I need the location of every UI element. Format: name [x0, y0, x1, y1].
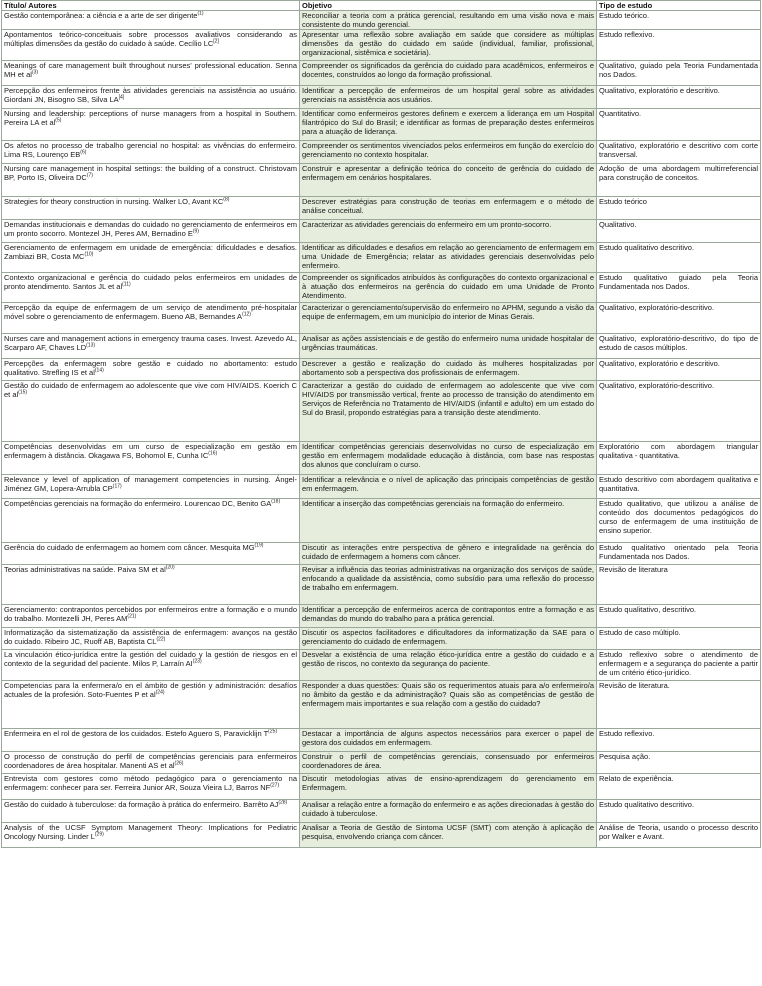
- reference-number: (8): [223, 196, 230, 203]
- cell-objective: Identificar a percepção de enfermeiros acerca de contrapontos entre a formação e as demandas do mundo do trabalho para a prática gerencial.: [300, 605, 597, 628]
- cell-objective: Compreender os significados atribuídos às configurações do contexto organizacional e à atuação dos enfermeiros na gerência do cuidado em uma Unidade de Pronto Atendimento.: [300, 273, 597, 303]
- table-row: [2, 752, 761, 774]
- title-text: Meanings of care management built throughout nurses' professional education. Senna MH et al: [4, 61, 297, 79]
- reference-number: (24): [155, 689, 165, 696]
- table-row: [2, 543, 761, 565]
- cell-objective: Construir o perfil de competências gerenciais, consensuado por enfermeiros coordenadores de área.: [300, 752, 597, 774]
- cell-title-authors: [2, 359, 300, 381]
- title-text: Nursing and leadership: perceptions of nurse managers from a hospital in Southern. Pereira LA et al: [4, 109, 297, 127]
- cell-title-authors: [2, 197, 300, 220]
- reference-number: (21): [127, 613, 137, 620]
- cell-study-type: Estudo qualitativo orientado pela Teoria Fundamentada nos Dados.: [597, 543, 761, 565]
- reference-number: [4]: [118, 94, 125, 101]
- reference-number: (27): [270, 782, 280, 789]
- table-row: [2, 61, 761, 86]
- title-text: Informatização da sistematização da assistência de enfermagem: avanços na gestão do cuidado. Ribeiro JC, Ruoff AB, Baptista CL: [4, 628, 297, 646]
- table-row: [2, 499, 761, 543]
- cell-objective: Revisar a influência das teorias administrativas na organização dos serviços de saúde, enfocando a qualidade da assistência, como subsídio para uma reflexão do processo de trabalho em enfermagem.: [300, 565, 597, 605]
- cell-objective: Analisar a Teoria de Gestão de Sintoma UCSF (SMT) com atenção à aplicação de pesquisa, envolvendo criança com câncer.: [300, 823, 597, 848]
- reference-number: (1): [197, 10, 204, 17]
- cell-title-authors: [2, 220, 300, 243]
- cell-title-authors: [2, 823, 300, 848]
- cell-study-type: Estudo reflexivo.: [597, 729, 761, 752]
- cell-objective: Caracterizar o gerenciamento/supervisão do enfermeiro no APHM, segundo a visão da equipe de enfermagem, em um município do interior de Minas Gerais.: [300, 303, 597, 334]
- cell-objective: Discutir as interações entre perspectiva de gênero e integralidade na gerência do cuidado de enfermagem a homens com câncer.: [300, 543, 597, 565]
- table-row: [2, 381, 761, 442]
- table-row: [2, 800, 761, 823]
- cell-objective: Identificar a percepção de enfermeiros de um hospital geral sobre as atividades gerenciais na assistência aos usuários.: [300, 86, 597, 109]
- reference-number: (26): [174, 760, 184, 767]
- cell-study-type: Exploratório com abordagem triangular qualitativa - quantitativa.: [597, 442, 761, 475]
- cell-title-authors: [2, 30, 300, 61]
- table-row: [2, 628, 761, 650]
- reference-number: (18): [271, 498, 281, 505]
- table-row: [2, 359, 761, 381]
- cell-objective: Discutir metodologias ativas de ensino-aprendizagem do gerenciamento em Enfermagem.: [300, 774, 597, 800]
- cell-title-authors: [2, 243, 300, 273]
- table-row: [2, 565, 761, 605]
- cell-objective: Responder a duas questões: Quais são os requerimentos atuais para a/o enfermeiro/a no âmbito da gestão e da administração? Quais são as competências de gestão de enfermagem mais importantes e sua relação com a gestão do cuidado?: [300, 681, 597, 729]
- cell-title-authors: [2, 628, 300, 650]
- cell-title-authors: [2, 605, 300, 628]
- cell-study-type: Análise de Teoria, usando o processo descrito por Walker e Avant.: [597, 823, 761, 848]
- reference-number: (5): [55, 117, 62, 124]
- cell-title-authors: [2, 543, 300, 565]
- reference-number: (28): [278, 799, 288, 806]
- reference-number: (25): [268, 728, 278, 735]
- table-row: [2, 86, 761, 109]
- reference-number: (7): [86, 172, 93, 179]
- cell-objective: Identificar a inserção das competências gerenciais na formação do enfermeiro.: [300, 499, 597, 543]
- cell-title-authors: [2, 774, 300, 800]
- header-objective: Objetivo: [300, 1, 597, 11]
- title-text: Competencias para la enfermera/o en el ámbito de gestión y administración: desafíos actuales de la profesión. Soto-Fuentes P et al: [4, 681, 297, 699]
- reference-number: (19): [254, 542, 264, 549]
- reference-number: (14): [94, 367, 104, 374]
- cell-title-authors: [2, 565, 300, 605]
- cell-study-type: Qualitativo, exploratório e descritivo.: [597, 86, 761, 109]
- reference-number: (29): [94, 831, 104, 838]
- cell-study-type: Estudo de caso múltiplo.: [597, 628, 761, 650]
- title-text: Contexto organizacional e gerência do cuidado pelos enfermeiros em unidades de pronto atendimento. Santos JL et al: [4, 273, 297, 291]
- table-row: [2, 273, 761, 303]
- table-row: [2, 475, 761, 499]
- cell-title-authors: [2, 303, 300, 334]
- reference-number: (15): [18, 389, 28, 396]
- reference-number: (23): [192, 658, 202, 665]
- title-text: O processo de construção do perfil de competências gerenciais para enfermeiros coordenadores de área hospitalar. Manenti AS et al: [4, 752, 297, 770]
- title-text: Entrevista com gestores como método pedagógico para o gerenciamento na enfermagem: conhecer para ser. Ferreira Junior AR, Souza Vieira LJ, Barros NF: [4, 774, 297, 792]
- table-row: [2, 681, 761, 729]
- table-row: [2, 164, 761, 197]
- cell-title-authors: [2, 334, 300, 359]
- table-row: [2, 141, 761, 164]
- cell-study-type: Estudo reflexivo.: [597, 30, 761, 61]
- reference-number: (6): [80, 149, 87, 156]
- cell-title-authors: [2, 61, 300, 86]
- cell-title-authors: [2, 164, 300, 197]
- cell-title-authors: [2, 273, 300, 303]
- cell-objective: Desvelar a existência de uma relação ético-jurídica entre a gestão do cuidado e a gestão de riscos, no contexto da segurança do paciente.: [300, 650, 597, 681]
- table-row: [2, 197, 761, 220]
- cell-objective: Descrever estratégias para construção de teorias em enfermagem e o método de análise conceitual.: [300, 197, 597, 220]
- title-text: Enfermeira en el rol de gestora de los cuidados. Estefo Aguero S, Paravicklijn T: [4, 729, 269, 738]
- table-row: [2, 334, 761, 359]
- title-text: Nursing care management in hospital settings: the building of a construct. Christovam BP, Porto IS, Oliveira DC: [4, 164, 297, 182]
- title-text: La vinculación ético-jurídica entre la gestión del cuidado y la gestión de riesgos en el contexto de la seguridad del paciente. Milos P, Larraín AI: [4, 650, 297, 668]
- cell-study-type: Pesquisa ação.: [597, 752, 761, 774]
- cell-objective: Apresentar uma reflexão sobre avaliação em saúde que considere as múltiplas dimensões da gestão do cuidado em saúde (individual, familiar, profissional, organizacional, sistêmica e societária).: [300, 30, 597, 61]
- cell-objective: Compreender os sentimentos vivenciados pelos enfermeiros em função do exercício do gerenciamento no contexto hospitalar.: [300, 141, 597, 164]
- cell-objective: Destacar a importância de alguns aspectos necessários para exercer o papel de gestora dos cuidados em enfermagem.: [300, 729, 597, 752]
- reference-number: (11): [122, 281, 131, 288]
- cell-study-type: Qualitativo, exploratório-descritivo.: [597, 303, 761, 334]
- cell-objective: Discutir os aspectos facilitadores e dificultadores da informatização da SAE para o gerenciamento do cuidado de enfermagem.: [300, 628, 597, 650]
- cell-study-type: Revisão de literatura.: [597, 681, 761, 729]
- reference-number: (3): [31, 69, 39, 76]
- cell-study-type: Qualitativo, guiado pela Teoria Fundamentada nos Dados.: [597, 61, 761, 86]
- table-row: [2, 823, 761, 848]
- title-text: Gerenciamento de enfermagem em unidade de emergência: dificuldades e desafios. Zambiazi BR, Costa MC: [4, 243, 297, 261]
- title-text: Apontamentos teórico-conceituais sobre processos avaliativos considerando as múltiplas dimensões da gestão do cuidado à saúde. Cecílio LC: [4, 30, 297, 48]
- cell-title-authors: [2, 800, 300, 823]
- reference-number: (16): [208, 450, 218, 457]
- cell-title-authors: [2, 681, 300, 729]
- table-row: [2, 650, 761, 681]
- cell-study-type: Estudo teórico.: [597, 11, 761, 30]
- cell-objective: Caracterizar as atividades gerenciais do enfermeiro em um pronto-socorro.: [300, 220, 597, 243]
- title-text: Gestão contemporânea: a ciência e a arte de ser dirigente: [4, 11, 198, 20]
- table-row: [2, 729, 761, 752]
- cell-study-type: Estudo teórico: [597, 197, 761, 220]
- cell-study-type: Estudo qualitativo descritivo.: [597, 243, 761, 273]
- cell-study-type: Relato de experiência.: [597, 774, 761, 800]
- cell-objective: Construir e apresentar a definição teórica do conceito de gerência do cuidado de enfermagem em cenários hospitalares.: [300, 164, 597, 197]
- cell-objective: Analisar as ações assistenciais e de gestão do enfermeiro numa unidade hospitalar de urgências traumáticas.: [300, 334, 597, 359]
- table-row: [2, 109, 761, 141]
- cell-study-type: Qualitativo.: [597, 220, 761, 243]
- cell-study-type: Revisão de literatura: [597, 565, 761, 605]
- cell-title-authors: [2, 475, 300, 499]
- reference-number: (17): [112, 483, 122, 490]
- title-text: Gestão do cuidado à tuberculose: da formação à prática do enfermeiro. Barrêto AJ: [4, 800, 279, 809]
- cell-study-type: Qualitativo, exploratório e descritivo com corte transversal.: [597, 141, 761, 164]
- cell-objective: Compreender os significados da gerência do cuidado para acadêmicos, enfermeiros e docentes, construídos ao longo da formação profissional.: [300, 61, 597, 86]
- title-text: Percepções da enfermagem sobre gestão e cuidado no abortamento: estudo qualitativo. Strefling IS et al: [4, 359, 297, 377]
- table-row: [2, 220, 761, 243]
- cell-study-type: Estudo qualitativo guiado pela Teoria Fundamentada nos Dados.: [597, 273, 761, 303]
- table-header-row: [2, 1, 761, 11]
- title-text: Analysis of the UCSF Symptom Management Theory: Implications for Pediatric Oncology Nursing. Linder L: [4, 823, 297, 841]
- cell-title-authors: [2, 442, 300, 475]
- cell-study-type: Qualitativo, exploratório-descritivo, do tipo de estudo de casos múltiplos.: [597, 334, 761, 359]
- cell-title-authors: [2, 86, 300, 109]
- reference-number: [2]: [213, 38, 219, 45]
- title-text: Os afetos no processo de trabalho gerencial no hospital: as vivências do enfermeiro. Lima RS, Lourenço EB: [4, 141, 297, 159]
- cell-title-authors: [2, 11, 300, 30]
- title-text: Strategies for theory construction in nursing. Walker LO, Avant KC: [4, 197, 224, 206]
- cell-study-type: Qualitativo, exploratório-descritivo.: [597, 381, 761, 442]
- title-text: Competências desenvolvidas em um curso de especialização em gestão em enfermagem à distância. Okagawa FS, Bohomol E, Cunha IC: [4, 442, 297, 460]
- table-row: [2, 774, 761, 800]
- table-row: [2, 442, 761, 475]
- cell-study-type: Estudo qualitativo, descritivo.: [597, 605, 761, 628]
- cell-objective: Descrever a gestão e realização do cuidado às mulheres hospitalizadas por abortamento sob a perspectiva dos profissionais de enfermagem.: [300, 359, 597, 381]
- table-body: [2, 11, 761, 848]
- title-text: Percepção dos enfermeiros frente às atividades gerenciais na assistência ao usuário. Giordani JN, Bisogno SB, Silva LA: [4, 86, 297, 104]
- table-row: [2, 605, 761, 628]
- reference-number: (10): [84, 251, 94, 258]
- title-text: Demandas institucionais e demandas do cuidado no gerenciamento de enfermeiros em um pronto socorro. Montezel JH, Peres AM, Bernadino E: [4, 220, 297, 238]
- table-row: [2, 11, 761, 30]
- table-row: [2, 303, 761, 334]
- reference-number: (12): [242, 311, 251, 318]
- title-text: Relevance y level of application of management competencies in nursing. Ángel-Jiménez GM, Lopera-Arrubla CP: [4, 475, 297, 493]
- cell-objective: Identificar competências gerenciais desenvolvidas no curso de especialização em gestão em enfermagem modalidade educação à distância, com base nas respostas dos alunos que concluíram o curso.: [300, 442, 597, 475]
- cell-objective: Caracterizar a gestão do cuidado de enfermagem ao adolescente que vive com HIV/AIDS por transmissão vertical, frente ao processo de transição do atendimento em Serviços de Referência no Tratamento de HIV/AIDS (infantil e adulto) em um estado do Sul do Brasil, propondo estratégias para a transição deste atendimento.: [300, 381, 597, 442]
- cell-study-type: Estudo descritivo com abordagem qualitativa e quantitativa.: [597, 475, 761, 499]
- cell-objective: Identificar as dificuldades e desafios em relação ao gerenciamento de enfermagem em uma Unidade de Emergência; relatar as atividades gerenciais desenvolvidas pelo enfermeiro.: [300, 243, 597, 273]
- reference-number: (20): [165, 564, 175, 571]
- table-row: [2, 243, 761, 273]
- title-text: Nurses care and management actions in emergency trauma cases. Invest. Azevedo AL, Scarparo AF, Chaves LD: [4, 334, 297, 352]
- cell-title-authors: [2, 141, 300, 164]
- reference-number: (13): [86, 342, 96, 349]
- cell-title-authors: [2, 650, 300, 681]
- cell-study-type: Qualitativo, exploratório e descritivo.: [597, 359, 761, 381]
- cell-objective: Identificar como enfermeiros gestores definem e exercem a liderança em um Hospital filantrópico do Sul do Brasil; e identificar as formas de preparação destes enfermeiros para a atuação de liderança.: [300, 109, 597, 141]
- cell-study-type: Estudo qualitativo, que utilizou a análise de conteúdo dos documentos pedagógicos do curso de enfermagem de uma instituição de ensino superior.: [597, 499, 761, 543]
- title-text: Percepção da equipe de enfermagem de um serviço de atendimento pré-hospitalar móvel sobre o gerenciamento de enfermagem. Bueno AB, Bernandes A: [4, 303, 297, 321]
- literature-table: [1, 0, 761, 848]
- reference-number: (22): [156, 636, 166, 643]
- cell-study-type: Adoção de uma abordagem multirreferencial para construção de conceitos.: [597, 164, 761, 197]
- cell-objective: Analisar a relação entre a formação do enfermeiro e as ações direcionadas à gestão do cuidado à tuberculose.: [300, 800, 597, 823]
- cell-study-type: Estudo reflexivo sobre o atendimento de enfermagem e a segurança do paciente a partir de um critério ético-jurídico.: [597, 650, 761, 681]
- title-text: Gestão do cuidado de enfermagem ao adolescente que vive com HIV/AIDS. Koerich C et al: [4, 381, 297, 399]
- table-row: [2, 30, 761, 61]
- header-title-authors: Título/ Autores: [2, 1, 300, 11]
- cell-objective: Reconciliar a teoria com a prática gerencial, resultando em uma visão nova e mais consistente do mundo gerencial.: [300, 11, 597, 30]
- cell-title-authors: [2, 752, 300, 774]
- cell-title-authors: [2, 729, 300, 752]
- cell-title-authors: [2, 109, 300, 141]
- cell-study-type: Estudo qualitativo descritivo.: [597, 800, 761, 823]
- cell-title-authors: [2, 381, 300, 442]
- reference-number: (9): [192, 228, 199, 235]
- title-text: Gerência do cuidado de enfermagem ao homem com câncer. Mesquita MG: [4, 543, 255, 552]
- cell-title-authors: [2, 499, 300, 543]
- title-text: Competências gerenciais na formação do enfermeiro. Lourencao DC, Benito GA: [4, 499, 272, 508]
- title-text: Gerenciamento: contrapontos percebidos por enfermeiros entre a formação e o mundo do trabalho. Montezelli JH, Peres AM: [4, 605, 297, 623]
- header-study-type: Tipo de estudo: [597, 1, 761, 11]
- title-text: Teorias administrativas na saúde. Paiva SM et al: [4, 565, 166, 574]
- cell-objective: Identificar a relevância e o nível de aplicação das principais competências de gestão em enfermagem.: [300, 475, 597, 499]
- cell-study-type: Quantitativo.: [597, 109, 761, 141]
